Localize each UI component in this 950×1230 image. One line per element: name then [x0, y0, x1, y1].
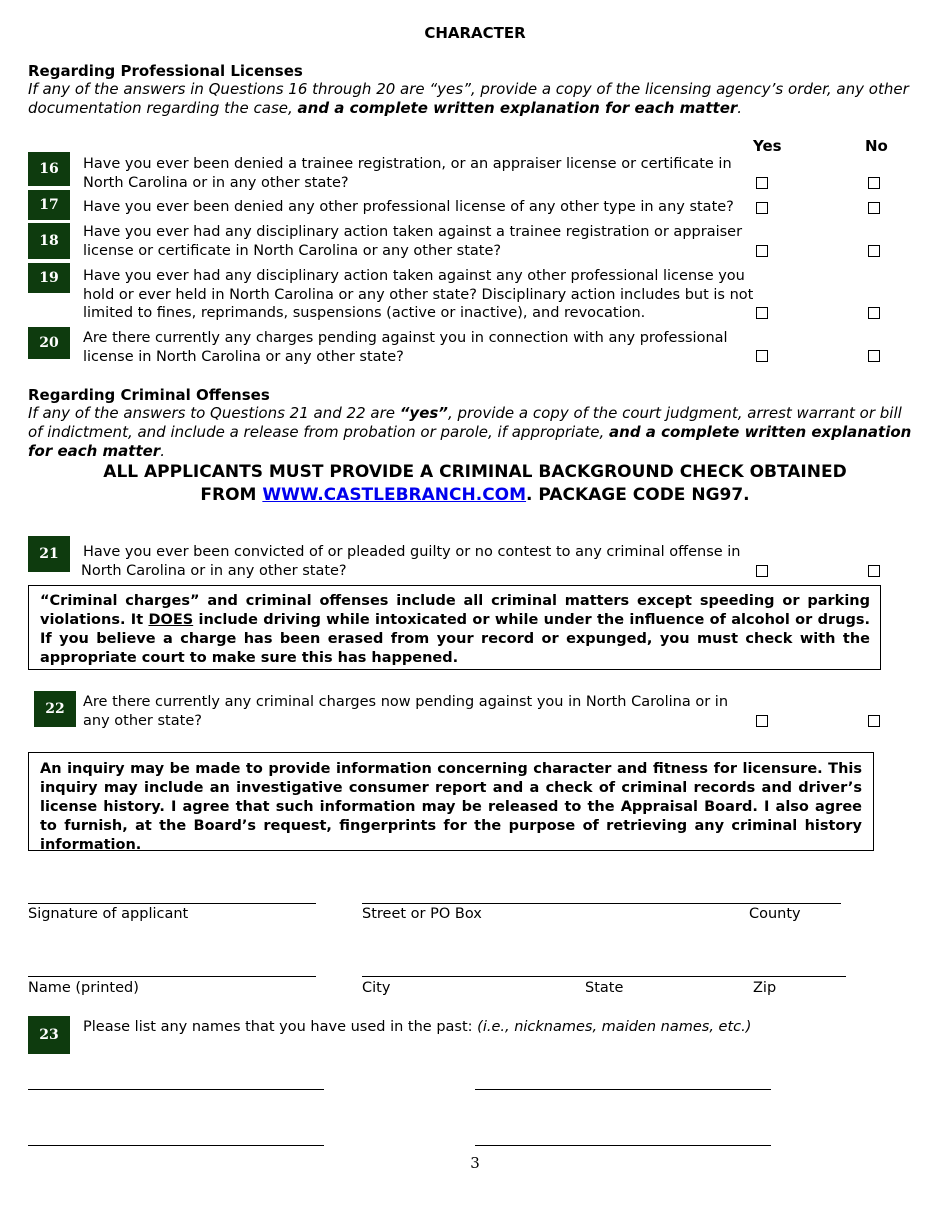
city-label: City	[362, 980, 391, 996]
no-column-header: No	[865, 137, 888, 155]
question-19-number: 19	[28, 263, 70, 293]
banner-line-1: ALL APPLICANTS MUST PROVIDE A CRIMINAL BACKGROUND CHECK OBTAINED	[103, 462, 847, 482]
question-19-yes-checkbox[interactable]	[756, 307, 768, 319]
question-20-no-checkbox[interactable]	[868, 350, 880, 362]
banner-line-2: FROM WWW.CASTLEBRANCH.COM. PACKAGE CODE NG97.	[200, 485, 750, 505]
zip-label: Zip	[753, 980, 777, 996]
inquiry-consent-notice: An inquiry may be made to provide information concerning character and fitness for licensure. This inquiry may include an investigative consumer report and a check of criminal records and driver’s license history. I agree that such information may be released to the Appraisal Board. I also agree to furnish, at the Board’s request, fingerprints for the purpose of retrieving any criminal history information.	[28, 752, 874, 851]
question-18-text: Have you ever had any disciplinary action taken against a trainee registration or appraiser license or certificate in North Carolina or any other state?	[83, 224, 743, 259]
licenses-heading: Regarding Professional Licenses	[28, 62, 303, 80]
question-16-yes-checkbox[interactable]	[756, 177, 768, 189]
question-22-no-checkbox[interactable]	[868, 715, 880, 727]
city-state-zip-line[interactable]	[362, 976, 846, 977]
question-20-text: Are there currently any charges pending against you in connection with any professional license in North Carolina or any other state?	[83, 330, 728, 365]
question-21-yes-checkbox[interactable]	[756, 565, 768, 577]
county-label: County	[749, 906, 801, 922]
question-17-no-checkbox[interactable]	[868, 202, 880, 214]
question-18-number: 18	[28, 223, 70, 259]
castlebranch-link[interactable]: WWW.CASTLEBRANCH.COM	[262, 485, 527, 505]
question-16-number: 16	[28, 152, 70, 186]
past-name-line-1[interactable]	[28, 1089, 324, 1090]
state-label: State	[585, 980, 624, 996]
question-16-no-checkbox[interactable]	[868, 177, 880, 189]
question-23-text: Please list any names that you have used in the past: (i.e., nicknames, maiden names, etc.)	[83, 1019, 752, 1035]
question-17-text: Have you ever been denied any other professional license of any other type in any state?	[83, 199, 734, 215]
question-19-no-checkbox[interactable]	[868, 307, 880, 319]
past-name-line-4[interactable]	[475, 1145, 771, 1146]
street-label: Street or PO Box	[362, 906, 482, 922]
criminal-charges-notice: “Criminal charges” and criminal offenses include all criminal matters except speeding or parking violations. It DOES include driving while intoxicated or while under the influence of alcohol or drugs. If you believe a charge has been erased from your record or expunged, you must check with the appropriate court to make sure this has happened.	[28, 585, 881, 670]
page-number: 3	[470, 1154, 480, 1172]
question-22-text: Are there currently any criminal charges now pending against you in North Carolina or in any other state?	[83, 694, 729, 729]
question-20-number: 20	[28, 327, 70, 359]
criminal-heading: Regarding Criminal Offenses	[28, 386, 270, 404]
past-name-line-2[interactable]	[475, 1089, 771, 1090]
question-18-yes-checkbox[interactable]	[756, 245, 768, 257]
printed-name-line[interactable]	[28, 976, 316, 977]
question-23-number: 23	[28, 1016, 70, 1054]
question-17-number: 17	[28, 190, 70, 220]
signature-label: Signature of applicant	[28, 906, 189, 922]
question-19-text: Have you ever had any disciplinary action taken against any other professional license you hold or ever held in North Carolina or any other state? Disciplinary action includes but is not limited to fines, reprimands, suspensions (active or inactive), and revocation.	[83, 268, 754, 321]
question-21-text: Have you ever been convicted of or pleaded guilty or no contest to any criminal offense in North Carolina or in any other state?	[81, 544, 741, 579]
question-17-yes-checkbox[interactable]	[756, 202, 768, 214]
question-22-yes-checkbox[interactable]	[756, 715, 768, 727]
question-22-number: 22	[34, 691, 76, 727]
signature-line[interactable]	[28, 903, 316, 904]
question-21-number: 21	[28, 536, 70, 572]
street-county-line[interactable]	[362, 903, 841, 904]
question-21-no-checkbox[interactable]	[868, 565, 880, 577]
background-check-banner	[0, 461, 950, 507]
criminal-intro: If any of the answers to Questions 21 and 22 are “yes”, provide a copy of the court judgment, arrest warrant or bill of indictment, and include a release from probation or parole, if appropriate, and a complete written explanation for each matter.	[28, 404, 912, 460]
printed-name-label: Name (printed)	[28, 980, 139, 996]
question-16-text: Have you ever been denied a trainee registration, or an appraiser license or certificate in North Carolina or in any other state?	[83, 156, 732, 191]
past-name-line-3[interactable]	[28, 1145, 324, 1146]
licenses-intro: If any of the answers in Questions 16 through 20 are “yes”, provide a copy of the licensing agency’s order, any other documentation regarding the case, and a complete written explanation for each matter.	[28, 80, 909, 117]
question-20-yes-checkbox[interactable]	[756, 350, 768, 362]
page-title: CHARACTER	[424, 24, 526, 42]
question-18-no-checkbox[interactable]	[868, 245, 880, 257]
yes-column-header: Yes	[753, 137, 782, 155]
